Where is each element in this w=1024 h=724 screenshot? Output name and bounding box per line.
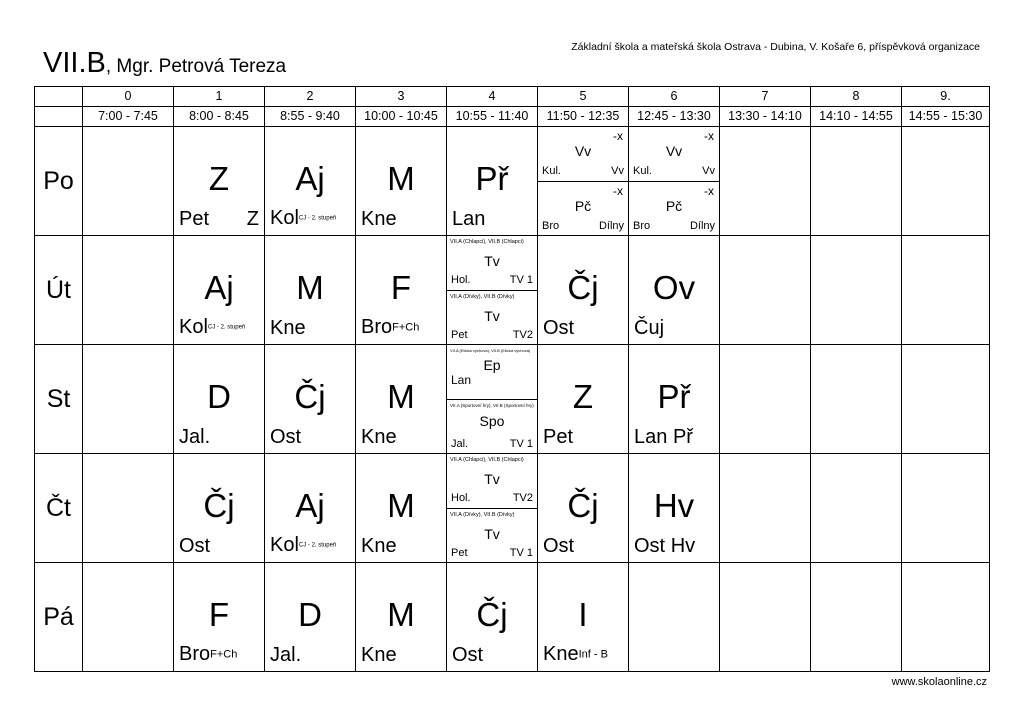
lesson-cell-split xyxy=(447,454,538,563)
period-number: 0 xyxy=(83,87,174,107)
lesson-room: Z xyxy=(246,208,259,230)
lesson-subject: Aj xyxy=(295,160,325,197)
period-time: 10:00 - 10:45 xyxy=(356,107,447,127)
period-number: 2 xyxy=(265,87,356,107)
lesson-cell xyxy=(356,454,447,563)
lesson-cell-empty xyxy=(811,454,902,563)
lesson-teacher: Pet xyxy=(179,208,210,230)
period-time: 13:30 - 14:10 xyxy=(720,107,811,127)
lesson-mark: -x xyxy=(704,129,714,143)
lesson-cell xyxy=(356,236,447,345)
lesson-cell-empty xyxy=(720,345,811,454)
lesson-subject: Tv xyxy=(484,526,500,542)
lesson-group: VII.A (Etická výchova), VII.B (Etická výchova) xyxy=(450,348,531,353)
lesson-cell xyxy=(265,127,356,236)
lesson-cell-split xyxy=(447,236,538,345)
lesson-room: Př xyxy=(672,426,693,448)
lesson-subject: M xyxy=(296,269,324,306)
lesson-room: TV 1 xyxy=(509,438,533,450)
lesson-subject: D xyxy=(207,378,231,415)
lesson-cell xyxy=(356,345,447,454)
lesson-subject: M xyxy=(387,487,415,524)
lesson-teacher: KolCJ - 2. stupeň xyxy=(270,534,337,557)
lesson-cell-empty xyxy=(811,236,902,345)
lesson-teacher: Bro xyxy=(633,220,651,232)
day-label: Pá xyxy=(35,563,83,672)
period-time: 14:10 - 14:55 xyxy=(811,107,902,127)
lesson-room: F+Ch xyxy=(392,322,420,334)
lesson-cell-empty xyxy=(902,127,990,236)
lesson-cell xyxy=(629,345,720,454)
lesson-note: CJ - 2. stupeň xyxy=(298,543,337,549)
lesson-cell xyxy=(174,454,265,563)
lesson-subject: D xyxy=(298,596,322,633)
lesson-mark: -x xyxy=(613,184,623,198)
lesson-teacher: KneInf - B xyxy=(543,643,608,666)
lesson-cell-empty xyxy=(720,236,811,345)
class-teacher: , Mgr. Petrová Tereza xyxy=(105,56,287,77)
lesson-cell xyxy=(265,236,356,345)
lesson-cell-empty xyxy=(720,454,811,563)
lesson-teacher: Ost xyxy=(179,535,211,557)
lesson-cell xyxy=(538,236,629,345)
lesson-teacher: Hol. xyxy=(451,274,471,286)
lesson-cell xyxy=(265,454,356,563)
lesson-cell-empty xyxy=(811,127,902,236)
lesson-room: TV 1 xyxy=(509,547,533,559)
group-lesson xyxy=(447,236,537,290)
lesson-teacher: Ost xyxy=(543,317,575,339)
lesson-teacher: Jal. xyxy=(270,644,302,666)
lesson-room: TV 1 xyxy=(509,274,533,286)
lesson-teacher: BroF+Ch xyxy=(179,643,238,666)
day-label: Čt xyxy=(35,454,83,563)
lesson-group: VII.A (Chlapci), VII.B (Chlapci) xyxy=(450,457,524,463)
lesson-teacher: Bro xyxy=(542,220,560,232)
lesson-cell-empty xyxy=(902,236,990,345)
lesson-subject: Aj xyxy=(295,487,325,524)
lesson-teacher: Ost xyxy=(270,426,302,448)
lesson-group: VII.A (Dívky), VII.B (Dívky) xyxy=(450,512,515,518)
lesson-subject: Čj xyxy=(294,378,326,415)
lesson-room: Vv xyxy=(702,165,715,177)
timetable xyxy=(34,86,990,672)
period-time: 7:00 - 7:45 xyxy=(83,107,174,127)
lesson-cell xyxy=(265,345,356,454)
lesson-teacher: KolCJ - 2. stupeň xyxy=(270,207,337,230)
lesson-subject: Ov xyxy=(652,269,696,306)
lesson-cell xyxy=(538,563,629,672)
lesson-subject: Tv xyxy=(484,308,500,324)
corner-cell xyxy=(35,107,83,127)
lesson-note: CJ - 2. stupeň xyxy=(298,216,337,222)
lesson-teacher: Kul. xyxy=(542,165,561,177)
lesson-cell-empty xyxy=(902,563,990,672)
lesson-subject: Př xyxy=(475,160,509,197)
group-lesson xyxy=(538,181,628,236)
period-number: 4 xyxy=(447,87,538,107)
lesson-subject: F xyxy=(390,269,412,306)
lesson-cell-empty xyxy=(811,563,902,672)
period-number: 1 xyxy=(174,87,265,107)
lesson-room: TV2 xyxy=(512,329,533,341)
corner-cell xyxy=(35,87,83,107)
lesson-subject: I xyxy=(578,596,588,633)
lesson-room: F+Ch xyxy=(210,649,238,661)
lesson-teacher: Ost xyxy=(452,644,484,666)
lesson-subject: Ep xyxy=(483,357,501,373)
lesson-cell xyxy=(174,127,265,236)
lesson-cell-split xyxy=(538,127,629,236)
period-time: 10:55 - 11:40 xyxy=(447,107,538,127)
lesson-room: Vv xyxy=(611,165,624,177)
lesson-mark: -x xyxy=(613,129,623,143)
lesson-cell xyxy=(629,454,720,563)
day-row-st xyxy=(35,345,990,454)
lesson-group: VII.A (Sportovní hry), VII.B (Sportovní hry) xyxy=(450,403,534,408)
lesson-subject: Vv xyxy=(574,143,592,159)
lesson-cell xyxy=(174,345,265,454)
lesson-teacher: Pet xyxy=(543,426,574,448)
day-row-po xyxy=(35,127,990,236)
lesson-cell-empty xyxy=(902,454,990,563)
day-label: Po xyxy=(35,127,83,236)
group-lesson xyxy=(447,508,537,563)
lesson-subject: M xyxy=(387,596,415,633)
lesson-room: Dílny xyxy=(689,220,715,232)
period-number: 6 xyxy=(629,87,720,107)
period-number: 7 xyxy=(720,87,811,107)
lesson-subject: Čj xyxy=(567,269,599,306)
lesson-subject: Tv xyxy=(484,253,500,269)
lesson-subject: M xyxy=(387,160,415,197)
lesson-subject: Pč xyxy=(665,198,683,214)
lesson-subject: Z xyxy=(572,378,594,415)
lesson-room: Dílny xyxy=(598,220,624,232)
lesson-cell-split xyxy=(447,345,538,454)
lesson-cell xyxy=(538,345,629,454)
lesson-subject: Pč xyxy=(574,198,592,214)
lesson-subject: Hv xyxy=(653,487,695,524)
lesson-teacher: Čuj xyxy=(634,317,665,339)
lesson-subject: Vv xyxy=(665,143,683,159)
lesson-cell xyxy=(447,563,538,672)
lesson-teacher: Lan xyxy=(451,373,472,387)
lesson-cell-empty xyxy=(629,563,720,672)
group-lesson xyxy=(447,399,537,454)
lesson-room: Inf - B xyxy=(578,649,608,661)
group-lesson xyxy=(538,127,628,181)
group-lesson xyxy=(447,454,537,508)
lesson-subject: Z xyxy=(208,160,230,197)
lesson-cell-empty xyxy=(720,563,811,672)
group-lesson xyxy=(447,345,537,399)
lesson-room: Hv xyxy=(670,535,696,557)
lesson-cell xyxy=(447,127,538,236)
lesson-group: VII.A (Dívky), VII.B (Dívky) xyxy=(450,294,515,300)
lesson-teacher: Kul. xyxy=(633,165,652,177)
lesson-teacher: Ost xyxy=(543,535,575,557)
period-time: 8:00 - 8:45 xyxy=(174,107,265,127)
period-number: 5 xyxy=(538,87,629,107)
lesson-cell xyxy=(356,127,447,236)
lesson-cell xyxy=(174,236,265,345)
lesson-cell-empty xyxy=(83,563,174,672)
lesson-teacher: Pet xyxy=(451,329,468,341)
lesson-subject: Čj xyxy=(567,487,599,524)
lesson-teacher: BroF+Ch xyxy=(361,316,420,339)
group-lesson xyxy=(629,127,719,181)
lesson-teacher: Kne xyxy=(270,317,306,339)
lesson-teacher: Kne xyxy=(361,535,397,557)
lesson-subject: Spo xyxy=(479,413,505,429)
group-lesson xyxy=(447,290,537,345)
period-time: 14:55 - 15:30 xyxy=(902,107,990,127)
lesson-cell-empty xyxy=(83,345,174,454)
lesson-cell-empty xyxy=(811,345,902,454)
lesson-cell-empty xyxy=(720,127,811,236)
lesson-subject: Aj xyxy=(204,269,234,306)
day-label: Út xyxy=(35,236,83,345)
lesson-teacher: Lan Př xyxy=(634,426,693,448)
lesson-teacher: Pet xyxy=(451,547,468,559)
lesson-teacher: KolCJ - 2. stupeň xyxy=(179,316,246,339)
lesson-subject: Čj xyxy=(203,487,235,524)
period-time-row xyxy=(35,107,990,127)
lesson-teacher: Kne xyxy=(361,208,397,230)
period-time: 11:50 - 12:35 xyxy=(538,107,629,127)
lesson-cell-split xyxy=(629,127,720,236)
lesson-cell-empty xyxy=(83,454,174,563)
day-label: St xyxy=(35,345,83,454)
lesson-teacher: Kne xyxy=(361,426,397,448)
lesson-teacher: Kne xyxy=(361,644,397,666)
lesson-cell xyxy=(265,563,356,672)
lesson-subject: Tv xyxy=(484,471,500,487)
lesson-teacher: Jal. xyxy=(451,438,469,450)
lesson-subject: F xyxy=(208,596,230,633)
lesson-group: VII.A (Chlapci), VII.B (Chlapci) xyxy=(450,239,524,245)
lesson-subject: Př xyxy=(657,378,691,415)
lesson-cell xyxy=(538,454,629,563)
lesson-teacher: Hol. xyxy=(451,492,471,504)
day-row-pa xyxy=(35,563,990,672)
lesson-cell xyxy=(629,236,720,345)
period-number: 3 xyxy=(356,87,447,107)
period-time: 12:45 - 13:30 xyxy=(629,107,720,127)
lesson-room: TV2 xyxy=(512,492,533,504)
lesson-note: CJ - 2. stupeň xyxy=(207,325,246,331)
lesson-mark: -x xyxy=(704,184,714,198)
page-title xyxy=(43,47,286,80)
lesson-subject: Čj xyxy=(476,596,508,633)
lesson-cell xyxy=(356,563,447,672)
period-number-row xyxy=(35,87,990,107)
day-row-ct xyxy=(35,454,990,563)
lesson-subject: M xyxy=(387,378,415,415)
period-number: 9. xyxy=(902,87,990,107)
lesson-cell-empty xyxy=(83,127,174,236)
lesson-cell xyxy=(174,563,265,672)
lesson-teacher: Lan xyxy=(452,208,486,230)
lesson-cell-empty xyxy=(902,345,990,454)
school-name: Základní škola a mateřská škola Ostrava - Dubina, V. Košaře 6, příspěvková organizace xyxy=(571,41,980,53)
lesson-teacher: Jal. xyxy=(179,426,211,448)
class-name: VII.B xyxy=(43,47,106,79)
period-time: 8:55 - 9:40 xyxy=(265,107,356,127)
period-number: 8 xyxy=(811,87,902,107)
lesson-teacher: Ost Hv xyxy=(634,535,696,557)
footer-url: www.skolaonline.cz xyxy=(891,676,987,688)
lesson-cell-empty xyxy=(83,236,174,345)
group-lesson xyxy=(629,181,719,236)
day-row-ut xyxy=(35,236,990,345)
